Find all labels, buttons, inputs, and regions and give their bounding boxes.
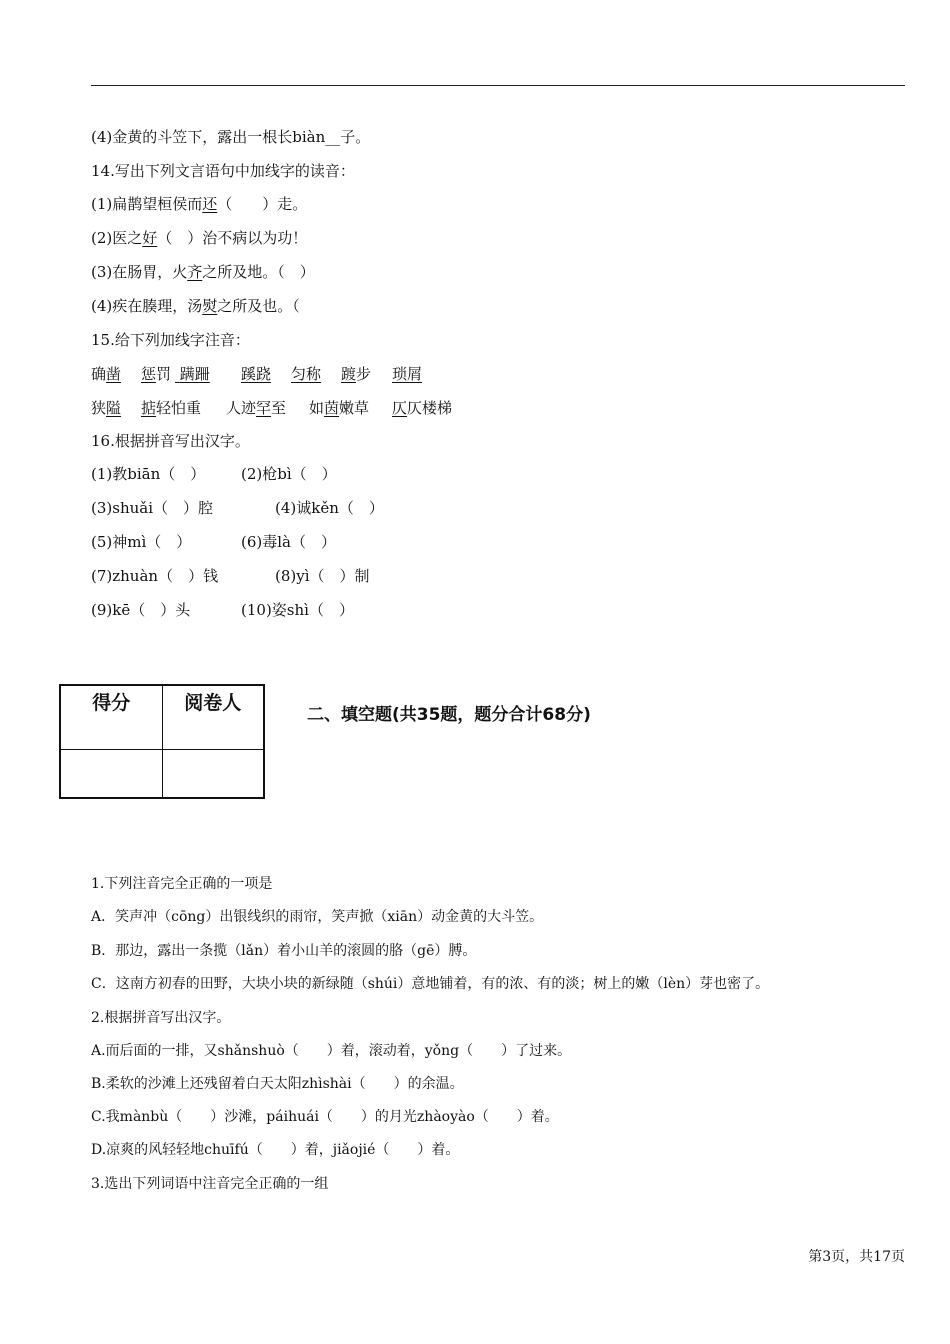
q16-item: (1)教biān（ ） [91,465,206,483]
q15-word: 琐屑 [392,365,423,383]
q16-title: 16.根据拼音写出汉字。 [91,432,250,450]
q14-item: (2)医之好（ ）治不病以为功！ [91,229,308,247]
q15-title: 15.给下列加线字注音： [91,331,250,349]
q15-word: 人迹罕至 [226,399,287,417]
q15-word: 确凿 [91,365,122,383]
p2-line: A.而后面的一排，又shǎnshuò（ ）着，滚动着，yǒng（ ）了过来。 [91,1043,572,1059]
p2-line: 1.下列注音完全正确的一项是 [91,876,273,892]
q16-item: (9)kē（ ）头 [91,601,191,619]
score-header: 得分 [60,685,162,749]
p2-line: D.凉爽的风轻轻地chuīfú（ ）着，jiǎojié（ ）着。 [91,1142,460,1158]
q15-row2 [91,398,511,418]
p2-line: 3.选出下列词语中注音完全正确的一组 [91,1176,329,1192]
q16-item: (10)姿shì（ ） [241,601,354,619]
q16-item: (8)yì（ ）制 [275,567,370,585]
header-rule [91,85,905,86]
underlined-char: 好 [142,229,158,247]
q15-word: 如茵嫩草 [309,399,370,417]
underlined-char: 熨 [202,297,218,315]
p2-line: C．这南方初春的田野，大块小块的新绿随（shúi）意地铺着，有的浓、有的淡；树上的嫩（lèn）芽也密了。 [91,976,770,992]
score-table [59,684,265,799]
q16-item: (3)shuǎi（ ）腔 [91,499,214,517]
q16-item: (7)zhuàn（ ）钱 [91,567,219,585]
q14-item: (1)扁鹊望桓侯而还（ ）走。 [91,195,308,213]
q14-item: (4)疾在腠理，汤熨之所及也。（ [91,297,300,315]
section-title: 二、填空题(共35题，题分合计68分) [307,705,591,725]
q16-item: (4)诚kěn（ ） [275,499,384,517]
q15-word: 蹒跚 [179,365,210,383]
q15-word: 掂轻怕重 [141,399,202,417]
page-number: 第3页，共17页 [808,1249,905,1265]
q16-item: (5)神mì（ ） [91,533,192,551]
p2-line: B.柔软的沙滩上还残留着白天太阳zhìshài（ ）的余温。 [91,1076,464,1092]
q13-item4: (4)金黄的斗笠下，露出一根长biàn__子。 [91,128,371,146]
q15-word: 狭隘 [91,399,122,417]
q16-item: (2)枪bì（ ） [241,465,337,483]
q15-word: 蹊跷 [241,365,272,383]
grader-header: 阅卷人 [162,685,264,749]
p2-line: C.我mànbù（ ）沙滩，páihuái（ ）的月光zhàoyào（ ）着。 [91,1109,559,1125]
p2-line: A．笑声冲（cōng）出银线织的雨帘，笑声掀（xiān）动金黄的大斗笠。 [91,909,544,925]
q15-word: 惩罚 [141,365,172,383]
p2-line: 2.根据拼音写出汉字。 [91,1010,231,1026]
underlined-char: 齐 [187,263,203,281]
q14-item: (3)在肠胃，火齐之所及地。（ ） [91,263,315,281]
p2-line: B．那边，露出一条揽（lǎn）着小山羊的滚圆的胳（gē）膊。 [91,943,477,959]
q15-word: 踱步 [341,365,372,383]
score-cell [60,749,162,798]
underlined-char: 还 [202,195,218,213]
q14-title: 14.写出下列文言语句中加线字的读音： [91,162,355,180]
grader-cell [162,749,264,798]
q16-item: (6)毒là（ ） [241,533,336,551]
q15-word: 仄仄楼梯 [392,399,453,417]
q15-word: 匀称 [291,365,322,383]
q15-row1 [91,364,511,384]
